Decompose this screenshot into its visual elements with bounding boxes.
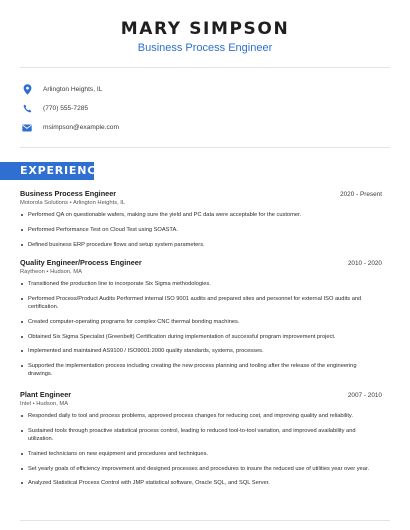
job-bullet: Sustained tools through proactive statistical process control, leading to reduced tool-to-tool variation, and improved availability and utilization.: [20, 427, 382, 443]
job-dates: 2010 - 2020: [347, 260, 382, 267]
job-bullet: Trained technicians on new equipment and procedures and techniques.: [20, 450, 382, 458]
job-bullet: Created computer-operating programs for complex CNC thermal bonding machines.: [20, 318, 382, 326]
job-title: Plant Engineer: [20, 390, 72, 399]
envelope-icon: [20, 121, 34, 135]
job-bullet: Performed QA on questionable wafers, making sure the yield and PC data were acceptable for the customer.: [20, 211, 382, 219]
location-pin-icon: [20, 83, 34, 97]
job-bullet: Performed Performance Test on Cloud Test using SOASTA.: [20, 226, 382, 234]
candidate-role: Business Process Engineer: [137, 42, 273, 54]
contact-location-text: Arlington Heights, IL: [43, 86, 103, 93]
job-bullet: Responded daily to tool and process problems, approved process changes for reducing cost, and improving quality and reliability.: [20, 412, 382, 420]
job-bullets: [20, 412, 382, 488]
job-header: [20, 189, 382, 198]
job-company: Motorola Solutions • Arlington Heights, IL: [20, 200, 126, 206]
job-title: Business Process Engineer: [20, 189, 117, 198]
job-entry: [20, 390, 382, 494]
candidate-name: MARY SIMPSON: [120, 19, 290, 39]
job-bullets: [20, 211, 382, 249]
contact-divider: [20, 147, 390, 148]
contact-phone-text: (770) 555-7285: [43, 105, 89, 112]
section-title-experience: EXPERIENCE: [20, 164, 105, 177]
job-dates: 2007 - 2010: [347, 392, 382, 399]
job-bullet: Performed Process/Product Audits Performed internal ISO 9001 audits and prepared sites and personnel for external ISO audits and certification.: [20, 295, 382, 311]
job-entry: [20, 189, 382, 255]
job-bullet: Defined business ERP procedure flows and setup system parameters.: [20, 241, 382, 249]
job-bullet: Set yearly goals of efficiency improvement and designed processes and procedures to insure the reduced use of utilities year over year.: [20, 465, 382, 473]
job-bullet: Transitioned the production line to incorporate Six Sigma methodologies.: [20, 280, 382, 288]
contact-email-text: msimpson@example.com: [43, 124, 119, 131]
job-header: [20, 258, 382, 267]
contact-phone: [20, 99, 119, 118]
job-dates: 2020 - Present: [340, 191, 382, 198]
job-bullet: Supported the implementation process including creating the new process planning and tooling after the release of the engineering drawings.: [20, 362, 382, 378]
resume-header: [0, 0, 410, 55]
contact-email: [20, 118, 119, 137]
job-header: [20, 390, 382, 399]
job-company: Raytheon • Hudson, MA: [20, 269, 82, 275]
job-bullet: Implemented and maintained AS9100 / ISO9001:2000 quality standards, systems, processes.: [20, 347, 382, 355]
job-bullets: [20, 280, 382, 379]
job-title: Quality Engineer/Process Engineer: [20, 258, 142, 267]
header-divider: [20, 67, 390, 68]
contact-list: [20, 80, 119, 137]
phone-icon: [20, 102, 34, 116]
job-company: Intel • Hudson, MA: [20, 401, 69, 407]
job-bullet: Analyzed Statistical Process Control with JMP statistical software, Oracle SQL, and SQL Server.: [20, 479, 382, 487]
contact-location: [20, 80, 119, 99]
footer-divider: [20, 520, 390, 521]
job-bullet: Obtained Six Sigma Specialist (Greenbelt) Certification during implementation of successful program improvement project.: [20, 333, 382, 341]
job-entry: [20, 258, 382, 385]
